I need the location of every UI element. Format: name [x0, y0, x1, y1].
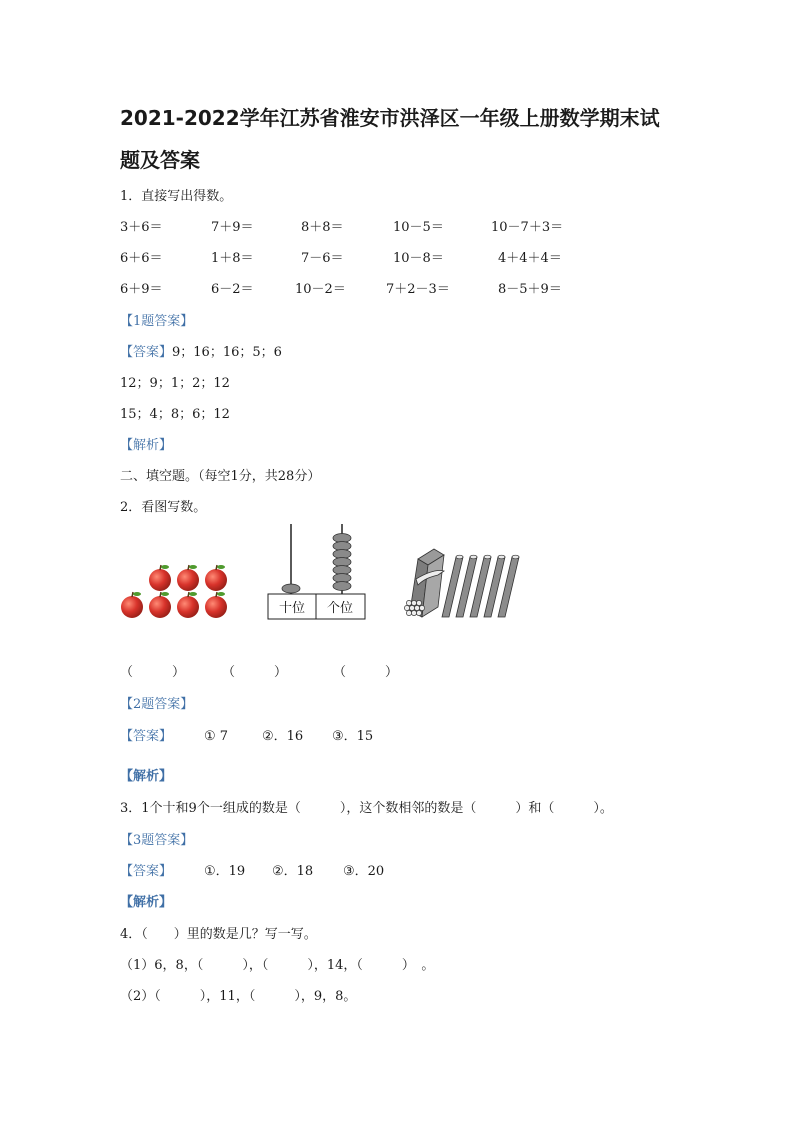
- q3-answer-label: 【答案】: [120, 864, 173, 879]
- q4-part1: （1）6，8，（ ），（ ），14，（ ） 。: [120, 958, 435, 973]
- q1-item: 4＋4＋4＝: [498, 251, 562, 266]
- q1-answer-line: [120, 344, 282, 362]
- q3-analysis-label: 【解析】: [120, 895, 173, 910]
- document-title-line1: 2021-2022学年江苏省淮安市洪泽区一年级上册数学期末试: [120, 106, 660, 130]
- q2-answer-header: 【2题答案】: [120, 697, 194, 712]
- q3-answer-header: 【3题答案】: [120, 833, 194, 848]
- q2-prompt: 2．看图写数。: [120, 500, 207, 515]
- q1-item: 6－2＝: [211, 282, 254, 297]
- q1-answer-values: 15；4；8；6；12: [120, 407, 230, 422]
- q4-part2: （2）（ ），11，（ ），9，8。: [120, 989, 357, 1004]
- ones-place-label: 个位: [326, 601, 354, 616]
- apple-icon: [205, 592, 227, 618]
- q4-prompt: 4．（ ）里的数是几？写一写。: [120, 927, 317, 942]
- q1-answer-header: 【1题答案】: [120, 314, 194, 329]
- apple-icon: [121, 592, 143, 618]
- q2-analysis-label: 【解析】: [120, 769, 173, 784]
- q1-item: 10－2＝: [295, 282, 346, 297]
- abacus-image: [265, 522, 369, 622]
- q3-answer-3: ③．20: [343, 864, 385, 879]
- document-title-line2: 题及答案: [120, 148, 200, 172]
- q1-item: 8＋8＝: [301, 220, 344, 235]
- q2-answer-2: ②．16: [262, 729, 304, 744]
- q1-answer-label: 【答案】: [120, 345, 173, 360]
- section2-heading: 二、填空题。（每空1分，共28分）: [120, 469, 321, 484]
- q1-prompt: 1．直接写出得数。: [120, 189, 233, 204]
- q1-analysis-label: 【解析】: [120, 438, 173, 453]
- q1-item: 7－6＝: [301, 251, 344, 266]
- q1-item: 1＋8＝: [211, 251, 254, 266]
- q1-item: 10－5＝: [393, 220, 444, 235]
- q1-item: 8－5＋9＝: [498, 282, 562, 297]
- q2-answer-3: ③．15: [332, 729, 374, 744]
- bead-icon: [333, 582, 351, 591]
- apple-icon: [149, 565, 171, 591]
- apples-image: [118, 563, 232, 623]
- q1-item: 6＋9＝: [120, 282, 163, 297]
- bead-icon: [282, 584, 300, 593]
- apple-icon: [177, 592, 199, 618]
- q2-blank: （ ）: [222, 665, 288, 680]
- q1-item: 6＋6＝: [120, 251, 163, 266]
- q1-answer-values: 9；16；16；5；6: [172, 345, 282, 360]
- sticks-image: [400, 545, 525, 623]
- q1-answer-values: 12；9；1；2；12: [120, 376, 230, 391]
- q2-answer-1: ① 7: [204, 729, 229, 744]
- q2-answer-label: 【答案】: [120, 729, 173, 744]
- apple-icon: [149, 592, 171, 618]
- q1-item: 10－7＋3＝: [491, 220, 564, 235]
- q2-blank: （ ）: [333, 665, 399, 680]
- tens-place-label: 十位: [278, 601, 306, 616]
- apple-icon: [205, 565, 227, 591]
- q1-item: 10－8＝: [393, 251, 444, 266]
- q1-item: 7＋2－3＝: [386, 282, 450, 297]
- stick-bundle-icon: [404, 549, 444, 617]
- apple-icon: [177, 565, 199, 591]
- q3-answer-1: ①．19: [204, 864, 246, 879]
- q1-item: 7＋9＝: [211, 220, 254, 235]
- q3-prompt: 3．1个十和9个一组成的数是（ ），这个数相邻的数是（ ）和（ ）。: [120, 801, 613, 816]
- q2-blank: （ ）: [120, 665, 186, 680]
- q3-answer-2: ②．18: [272, 864, 314, 879]
- q1-item: 3＋6＝: [120, 220, 163, 235]
